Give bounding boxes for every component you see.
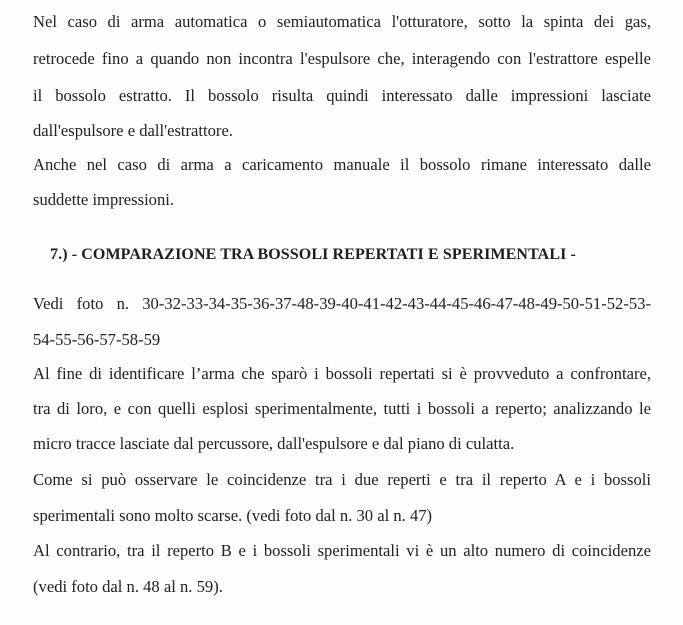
paragraph-4-line-2: sperimentali sono molto scarse. (vedi foto dal n. 30 al n. 47) <box>33 506 433 525</box>
paragraph-1-line-1: Nel caso di arma automatica o semiautomatica l'otturatore, sotto la spinta dei gas, <box>33 12 651 31</box>
paragraph-1-line-3: il bossolo estratto. Il bossolo risulta quindi interessato dalle impressioni lasciate <box>33 86 651 105</box>
paragraph-1-line-2: retrocede fino a quando non incontra l'espulsore che, interagendo con l'estrattore espelle <box>33 49 651 68</box>
paragraph-1-line-4: dall'espulsore e dall'estrattore. <box>33 121 233 140</box>
paragraph-2-line-1: Anche nel caso di arma a caricamento manuale il bossolo rimane interessato dalle <box>33 155 651 174</box>
photo-reference-line-1: Vedi foto n. 30-32-33-34-35-36-37-48-39-40-41-42-43-44-45-46-47-48-49-50-51-52-53- <box>33 294 651 313</box>
paragraph-2-line-2: suddette impressioni. <box>33 190 175 209</box>
paragraph-5-line-1: Al contrario, tra il reperto B e i bossoli sperimentali vi è un alto numero di coincidenze <box>33 541 651 560</box>
paragraph-3-line-3: micro tracce lasciate dal percussore, dall'espulsore e dal piano di culatta. <box>33 434 515 453</box>
paragraph-4-line-1: Come si può osservare le coincidenze tra i due reperti e tra il reperto A e i bossoli <box>33 470 651 489</box>
paragraph-3-line-1: Al fine di identificare l’arma che sparò i bossoli repertati si è provveduto a confrontare, <box>33 364 651 383</box>
paragraph-3-line-2: tra di loro, e con quelli esplosi sperimentalmente, tutti i bossoli a reperto; analizzando le <box>33 399 651 418</box>
photo-reference-line-2: 54-55-56-57-58-59 <box>33 330 161 349</box>
paragraph-5-line-2: (vedi foto dal n. 48 al n. 59). <box>33 577 223 596</box>
section-heading: 7.) - COMPARAZIONE TRA BOSSOLI REPERTATI E SPERIMENTALI - <box>50 246 576 263</box>
